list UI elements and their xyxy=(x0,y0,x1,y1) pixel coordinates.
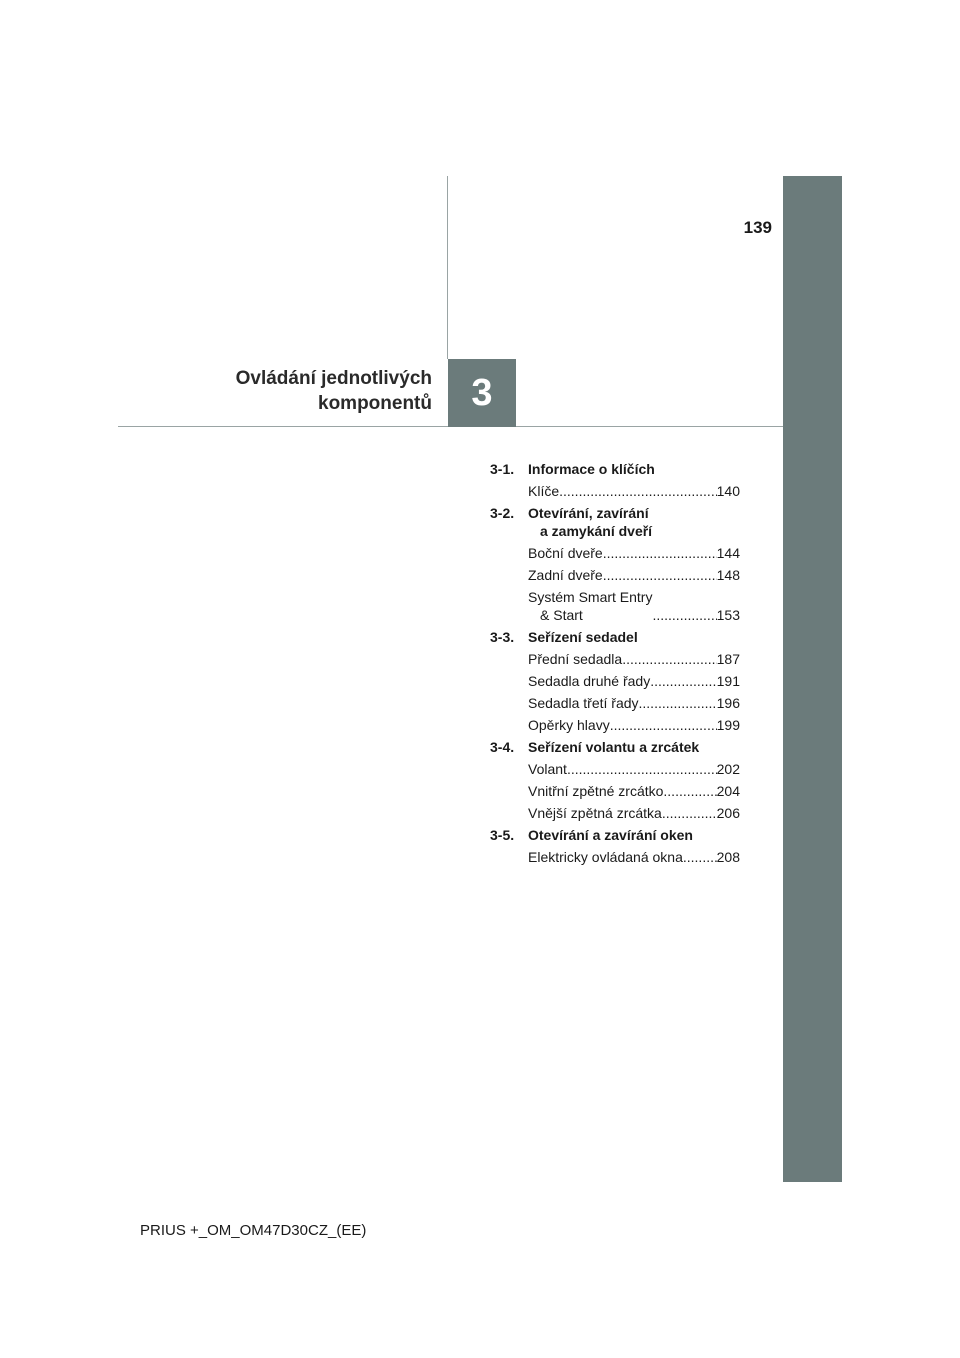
toc-entry-page: 204 xyxy=(716,783,740,799)
toc-entry-label xyxy=(528,588,652,624)
toc-section-title-line: Seřízení volantu a zrcátek xyxy=(528,739,700,755)
toc-section-heading xyxy=(490,738,740,756)
toc-entry[interactable] xyxy=(528,782,740,800)
chapter-title-line2: komponentů xyxy=(318,393,432,414)
toc-entry-label xyxy=(528,672,650,690)
chapter-title xyxy=(150,366,432,416)
chapter-title-line1: Ovládání jednotlivých xyxy=(235,368,432,389)
toc-entry-page: 191 xyxy=(716,673,740,689)
toc-entry-label xyxy=(528,694,639,712)
toc-entry-label xyxy=(528,566,603,584)
toc-entry[interactable] xyxy=(528,848,740,866)
table-of-contents xyxy=(490,460,740,870)
toc-entry-page: 148 xyxy=(716,567,740,583)
toc-entry[interactable] xyxy=(528,672,740,690)
toc-section-heading xyxy=(490,504,740,540)
toc-entry-label-line: Elektricky ovládaná okna xyxy=(528,849,683,865)
toc-leader-dots xyxy=(652,606,716,624)
toc-section-title xyxy=(528,738,699,756)
toc-entry[interactable] xyxy=(528,760,740,778)
toc-section xyxy=(490,826,740,866)
toc-section-title xyxy=(528,504,652,540)
toc-entry-label xyxy=(528,804,662,822)
toc-leader-dots xyxy=(610,716,717,734)
toc-section xyxy=(490,460,740,500)
toc-section-heading xyxy=(490,826,740,844)
toc-entry-page: 187 xyxy=(716,651,740,667)
toc-entry-label xyxy=(528,544,603,562)
toc-leader-dots xyxy=(603,544,717,562)
toc-entry-label-line: Klíče xyxy=(528,483,560,499)
toc-section-title xyxy=(528,826,693,844)
toc-entry[interactable] xyxy=(528,694,740,712)
toc-section-title-line: Otevírání a zavírání oken xyxy=(528,827,693,843)
toc-section-number: 3-1. xyxy=(490,461,515,477)
toc-entry-label-line: & Start xyxy=(540,607,583,623)
toc-entry[interactable] xyxy=(528,716,740,734)
toc-entry[interactable] xyxy=(528,588,740,624)
toc-entry-label-line: Sedadla druhé řady xyxy=(528,673,651,689)
toc-leader-dots xyxy=(603,566,717,584)
chapter-side-tab xyxy=(783,176,842,1182)
toc-entry-page: 140 xyxy=(716,483,740,499)
toc-entry[interactable] xyxy=(528,650,740,668)
toc-entry[interactable] xyxy=(528,544,740,562)
toc-entry-page: 153 xyxy=(716,607,740,623)
toc-entry-label-line: Přední sedadla xyxy=(528,651,623,667)
toc-section xyxy=(490,504,740,624)
toc-section-heading xyxy=(490,460,740,478)
toc-section-title-line: Informace o klíčích xyxy=(528,461,655,477)
toc-entry-label-line: Boční dveře xyxy=(528,545,603,561)
toc-entry-label xyxy=(528,848,683,866)
toc-section-heading xyxy=(490,628,740,646)
toc-entry-label-line: Opěrky hlavy xyxy=(528,717,610,733)
document-footer: PRIUS +_OM_OM47D30CZ_(EE) xyxy=(140,1222,367,1239)
toc-entry-label-line: Zadní dveře xyxy=(528,567,603,583)
toc-entry-page: 202 xyxy=(716,761,740,777)
toc-section-title xyxy=(528,628,638,646)
toc-entry-label xyxy=(528,482,559,500)
toc-section-number: 3-2. xyxy=(490,505,515,521)
toc-leader-dots xyxy=(663,782,716,800)
toc-entry-page: 196 xyxy=(716,695,740,711)
toc-entry-label xyxy=(528,650,622,668)
toc-section-title-line: Seřízení sedadel xyxy=(528,629,638,645)
toc-entry-label-line: Vnější zpětná zrcátka xyxy=(528,805,662,821)
toc-entry-label xyxy=(528,782,663,800)
toc-entry-label xyxy=(528,760,567,778)
toc-entry-page: 206 xyxy=(716,805,740,821)
toc-leader-dots xyxy=(639,694,717,712)
toc-entry-label-line: Volant xyxy=(528,761,567,777)
vertical-divider xyxy=(447,176,448,359)
toc-entry[interactable] xyxy=(528,566,740,584)
toc-section-title-line: a zamykání dveří xyxy=(540,523,653,539)
toc-leader-dots xyxy=(650,672,716,690)
toc-entry[interactable] xyxy=(528,482,740,500)
page-number: 139 xyxy=(743,218,772,237)
toc-entry[interactable] xyxy=(528,804,740,822)
toc-leader-dots xyxy=(622,650,716,668)
toc-section xyxy=(490,628,740,734)
toc-leader-dots xyxy=(567,760,717,778)
toc-entry-label-line: Sedadla třetí řady xyxy=(528,695,639,711)
toc-section-number: 3-4. xyxy=(490,739,515,755)
toc-entry-label-line: Vnitřní zpětné zrcátko xyxy=(528,783,664,799)
toc-section-number: 3-5. xyxy=(490,827,515,843)
toc-section-number: 3-3. xyxy=(490,629,515,645)
toc-section-title-line: Otevírání, zavírání xyxy=(528,505,649,521)
toc-entry-page: 208 xyxy=(716,849,740,865)
toc-entry-label xyxy=(528,716,610,734)
toc-leader-dots xyxy=(683,848,717,866)
toc-entry-page: 199 xyxy=(716,717,740,733)
toc-leader-dots xyxy=(662,804,717,822)
chapter-number-box: 3 xyxy=(448,359,516,427)
toc-entry-label-line: Systém Smart Entry xyxy=(528,589,653,605)
toc-leader-dots xyxy=(559,482,717,500)
toc-entry-page: 144 xyxy=(716,545,740,561)
toc-section-title xyxy=(528,460,655,478)
toc-section xyxy=(490,738,740,822)
